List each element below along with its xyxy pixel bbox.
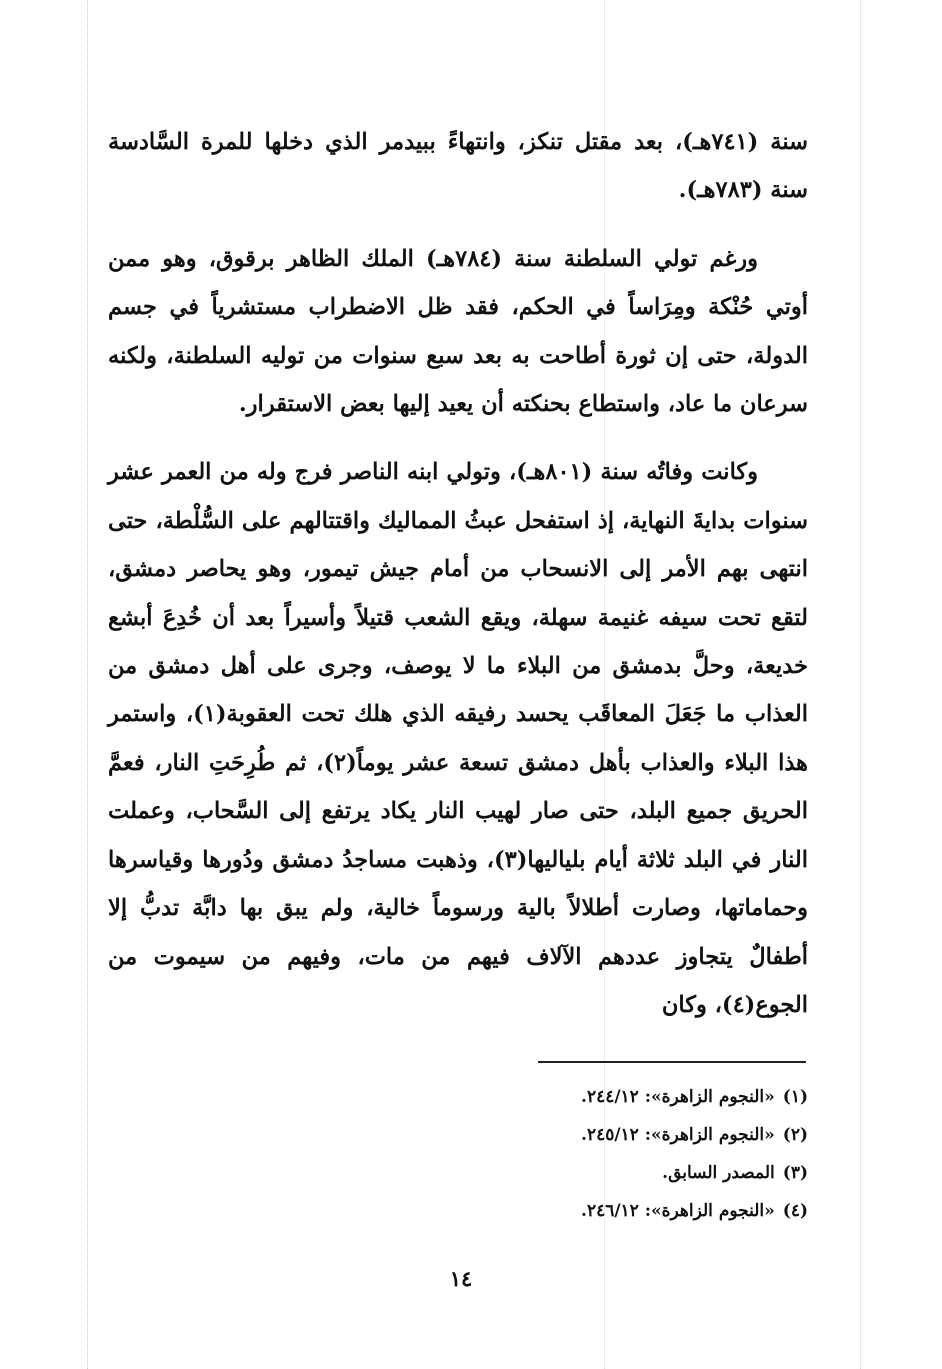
paragraph: سنة (٧٤١هـ)، بعد مقتل تنكز، وانتهاءً ببيدمر الذي دخلها للمرة السَّادسة سنة (٧٨٣هـ). — [108, 129, 809, 204]
footnote-text: «النجوم الزاهرة»: ٢٤٦/١٢. — [581, 1201, 775, 1221]
footnote-number: (٢) — [782, 1125, 808, 1145]
scan-artifact-line — [860, 0, 861, 1369]
footnote-item — [420, 1078, 808, 1116]
footnote-item — [420, 1154, 808, 1192]
footnote-text: «النجوم الزاهرة»: ٢٤٥/١٢. — [581, 1125, 775, 1145]
footnote-separator — [538, 1061, 806, 1063]
footnote-number: (١) — [782, 1087, 808, 1107]
footnote-text: المصدر السابق. — [662, 1163, 775, 1183]
body-text — [108, 118, 808, 1029]
footnotes — [420, 1078, 808, 1230]
footnote-number: (٤) — [782, 1201, 808, 1221]
footnote-item — [420, 1192, 808, 1230]
paragraph: ورغم تولي السلطنة سنة (٧٨٤هـ) الملك الظاهر برقوق، وهو ممن أوتي حُنْكة ومِرَاساً في الحكم، فقد ظل الاضطراب مستشرياً في جسم الدولة، حتى إن ثورة أطاحت به بعد سبع سنوات من توليه السلطنة، ولكنه سرعان ما عاد، واستطاع بحنكته أن يعيد إليها بعض الاستقرار. — [108, 245, 808, 418]
paragraph: وكانت وفاتُه سنة (٨٠١هـ)، وتولي ابنه الناصر فرج وله من العمر عشر سنوات بدايةَ النهاية، إذ استفحل عبثُ المماليك واقتتالهم على السُّلْطة، حتى انتهى بهم الأمر إلى الانسحاب من أمام جيش تيمور، وهو يحاصر دمشق، لتقع تحت سيفه غنيمة سهلة، ويقع الشعب قتيلاً وأسيراً بعد أن خُدِعَ أبشع خديعة، وحلَّ بدمشق من البلاء ما لا يوصف، وجرى على أهل دمشق من العذاب ما جَعَلَ المعاقَب يحسد رفيقه الذي هلك تحت العقوبة(١)، واستمر هذا البلاء والعذاب بأهل دمشق تسعة عشر يوماً(٢)، ثم طُرِحَتِ النار، فعمَّ الحريق جميع البلد، حتى صار لهيب النار يكاد يرتفع إلى السَّحاب، وعملت النار في البلد ثلاثة أيام بلياليها(٣)، وذهبت مساجدُ دمشق ودُورها وقياسرها وحماماتها، وصارت أطلالاً بالية ورسوماً خالية، ولم يبق بها دابَّة تدبُّ إلا أطفالٌ يتجاوز عددهم الآلاف فيهم من مات، وفيهم من سيموت من الجوع(٤)، وكان — [108, 459, 809, 1018]
scan-artifact-line — [87, 0, 88, 1369]
page-number: ١٤ — [449, 1266, 473, 1291]
footnote-item — [420, 1116, 808, 1154]
footnote-text: «النجوم الزاهرة»: ٢٤٤/١٢. — [581, 1087, 775, 1107]
footnote-number: (٣) — [782, 1163, 808, 1183]
